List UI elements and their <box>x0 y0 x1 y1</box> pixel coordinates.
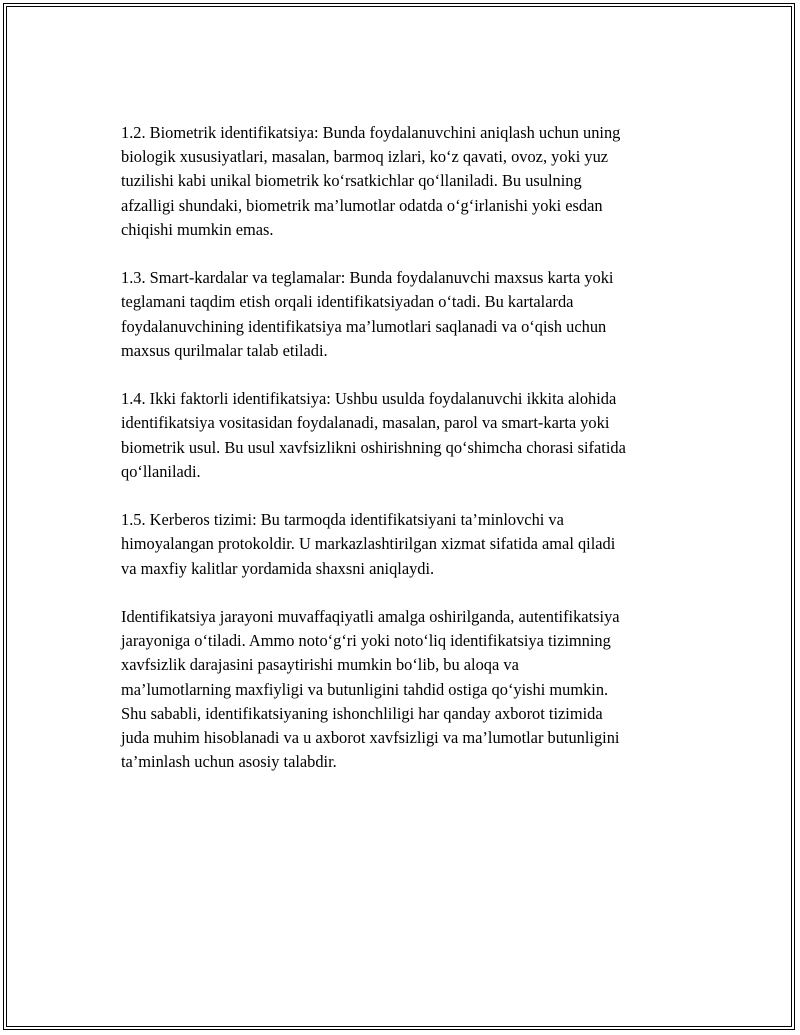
text-line: tuzilishi kabi unikal biometrik ko‘rsatkichlar qo‘llaniladi. Bu usulning <box>121 171 582 191</box>
text-line: identifikatsiya vositasidan foydalanadi, masalan, parol va smart-karta yoki <box>121 413 610 433</box>
text-line: qo‘llaniladi. <box>121 461 201 481</box>
text-line: Identifikatsiya jarayoni muvaffaqiyatli amalga oshirilganda, autentifikatsiya <box>121 607 620 626</box>
document-page <box>3 3 795 1030</box>
text-line: maxsus qurilmalar talab etiladi. <box>121 340 328 360</box>
paragraph-conclusion <box>121 605 696 774</box>
text-line: Shu sababli, identifikatsiyaning ishonchliligi har qanday axborot tizimida <box>121 703 603 723</box>
text-line: 1.3. Smart-kardalar va teglamalar: Bunda foydalanuvchi maxsus karta yoki <box>121 268 614 288</box>
text-line: biometrik usul. Bu usul xavfsizlikni oshirishning qo‘shimcha chorasi sifatida <box>121 437 626 457</box>
text-line: himoyalangan protokoldir. U markazlashtirilgan xizmat sifatida amal qiladi <box>121 534 616 554</box>
text-line: 1.5. Kerberos tizimi: Bu tarmoqda identifikatsiyani ta’minlovchi va <box>121 510 564 530</box>
text-line: 1.2. Biometrik identifikatsiya: Bunda foydalanuvchini aniqlash uchun uning <box>121 123 621 142</box>
text-line: juda muhim hisoblanadi va u axborot xavfsizligi va ma’lumotlar butunligini <box>121 728 620 748</box>
text-line: xavfsizlik darajasini pasaytirishi mumkin bo‘lib, bu aloqa va <box>121 655 519 675</box>
text-line: afzalligi shundaki, biometrik ma’lumotlar odatda o‘g‘irlanishi yoki esdan <box>121 195 603 215</box>
text-line: biologik xususiyatlari, masalan, barmoq izlari, ko‘z qavati, ovoz, yoki yuz <box>121 147 609 167</box>
text-line: teglamani taqdim etish orqali identifikatsiyadan o‘tadi. Bu kartalarda <box>121 292 574 312</box>
paragraph-two-factor-identification <box>121 387 696 484</box>
text-line: va maxfiy kalitlar yordamida shaxsni aniqlaydi. <box>121 558 435 578</box>
text-line: chiqishi mumkin emas. <box>121 219 274 239</box>
document-body <box>121 121 696 799</box>
text-line: jarayoniga o‘tiladi. Ammo noto‘g‘ri yoki noto‘liq identifikatsiya tizimning <box>121 631 611 651</box>
paragraph-biometric-identification <box>121 121 696 242</box>
text-line: foydalanuvchining identifikatsiya ma’lumotlari saqlanadi va o‘qish uchun <box>121 316 607 336</box>
paragraph-smart-cards <box>121 266 696 363</box>
text-line: ta’minlash uchun asosiy talabdir. <box>121 752 337 772</box>
text-line: 1.4. Ikki faktorli identifikatsiya: Ushbu usulda foydalanuvchi ikkita alohida <box>121 389 617 409</box>
text-line: ma’lumotlarning maxfiyligi va butunligini tahdid ostiga qo‘yishi mumkin. <box>121 679 609 699</box>
paragraph-kerberos-system <box>121 508 696 581</box>
